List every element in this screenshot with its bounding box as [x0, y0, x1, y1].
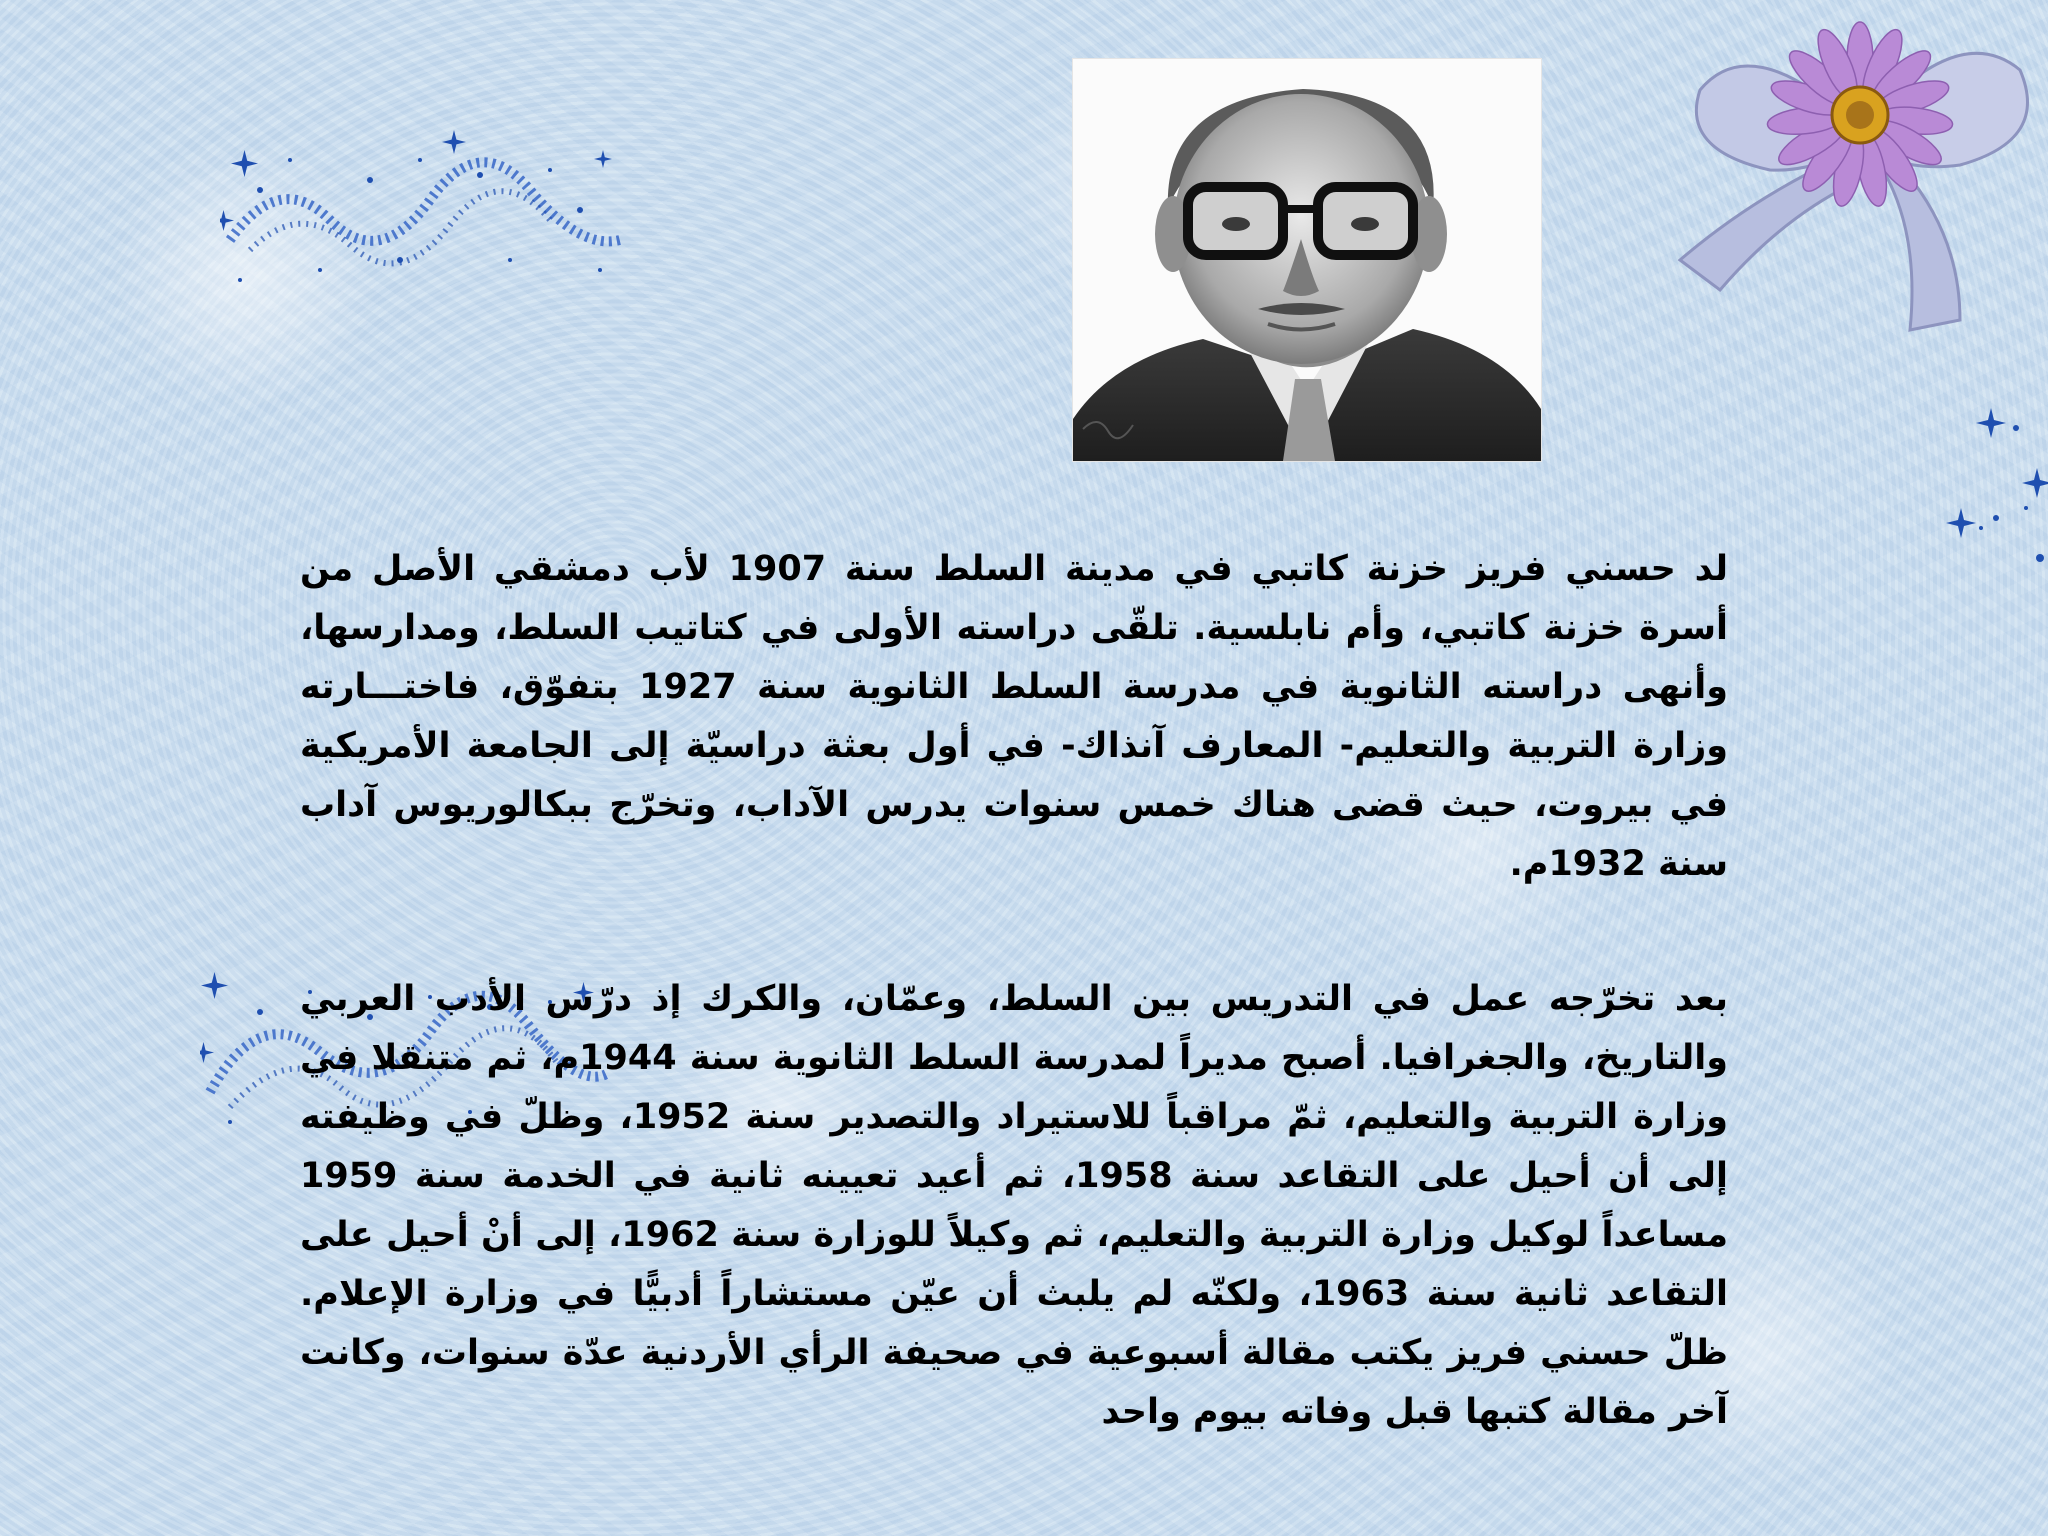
- portrait-image: [1072, 58, 1542, 462]
- ribbon-bow-with-flower-icon: [1660, 0, 2048, 336]
- sparkle-right-icon: [1936, 408, 2048, 578]
- biography-paragraph-1: لد حسني فريز خزنة كاتبي في مدينة السلط سنة 1907 لأب دمشقي الأصل من أسرة خزنة كاتبي، وأم نابلسية. تلقّى دراسته الأولى في كتاتيب السلط، ومدارسها، وأنهى دراسته الثانوية في مدرسة السلط الثانوية سنة 1927 بتفوّق، فاختـــارته وزارة التربية والتعليم- المعارف آنذاك- في أول بعثة دراسيّة إلى الجامعة الأمريكية في بيروت، حيث قضى هناك خمس سنوات يدرس الآداب، وتخرّج ببكالوريوس آداب سنة 1932م.: [300, 549, 1728, 884]
- sparkle-top-left-icon: [220, 130, 630, 290]
- pencil-portrait-sketch: [1073, 59, 1541, 461]
- biography-paragraph-2: بعد تخرّجه عمل في التدريس بين السلط، وعمّان، والكرك إذ درّس الأدب العربي والتاريخ، والجغرافيا. أصبح مديراً لمدرسة السلط الثانوية سنة 1944م، ثم متنقلا في وزارة التربية والتعليم، ثمّ مراقباً للاستيراد والتصدير سنة 1952، وظلّ في وظيفته إلى أن أحيل على التقاعد سنة 1958، ثم أعيد تعيينه ثانية في الخدمة سنة 1959 مساعداً لوكيل وزارة التربية والتعليم، ثم وكيلاً للوزارة سنة 1962، إلى أنْ أحيل على التقاعد ثانية سنة 1963، ولكنّه لم يلبث أن عيّن مستشاراً أدبيًّا في وزارة الإعلام. ظلّ حسني فريز يكتب مقالة أسبوعية في صحيفة الرأي الأردنية عدّة سنوات، وكانت آخر مقالة كتبها قبل وفاته بيوم واحد: [300, 979, 1729, 1432]
